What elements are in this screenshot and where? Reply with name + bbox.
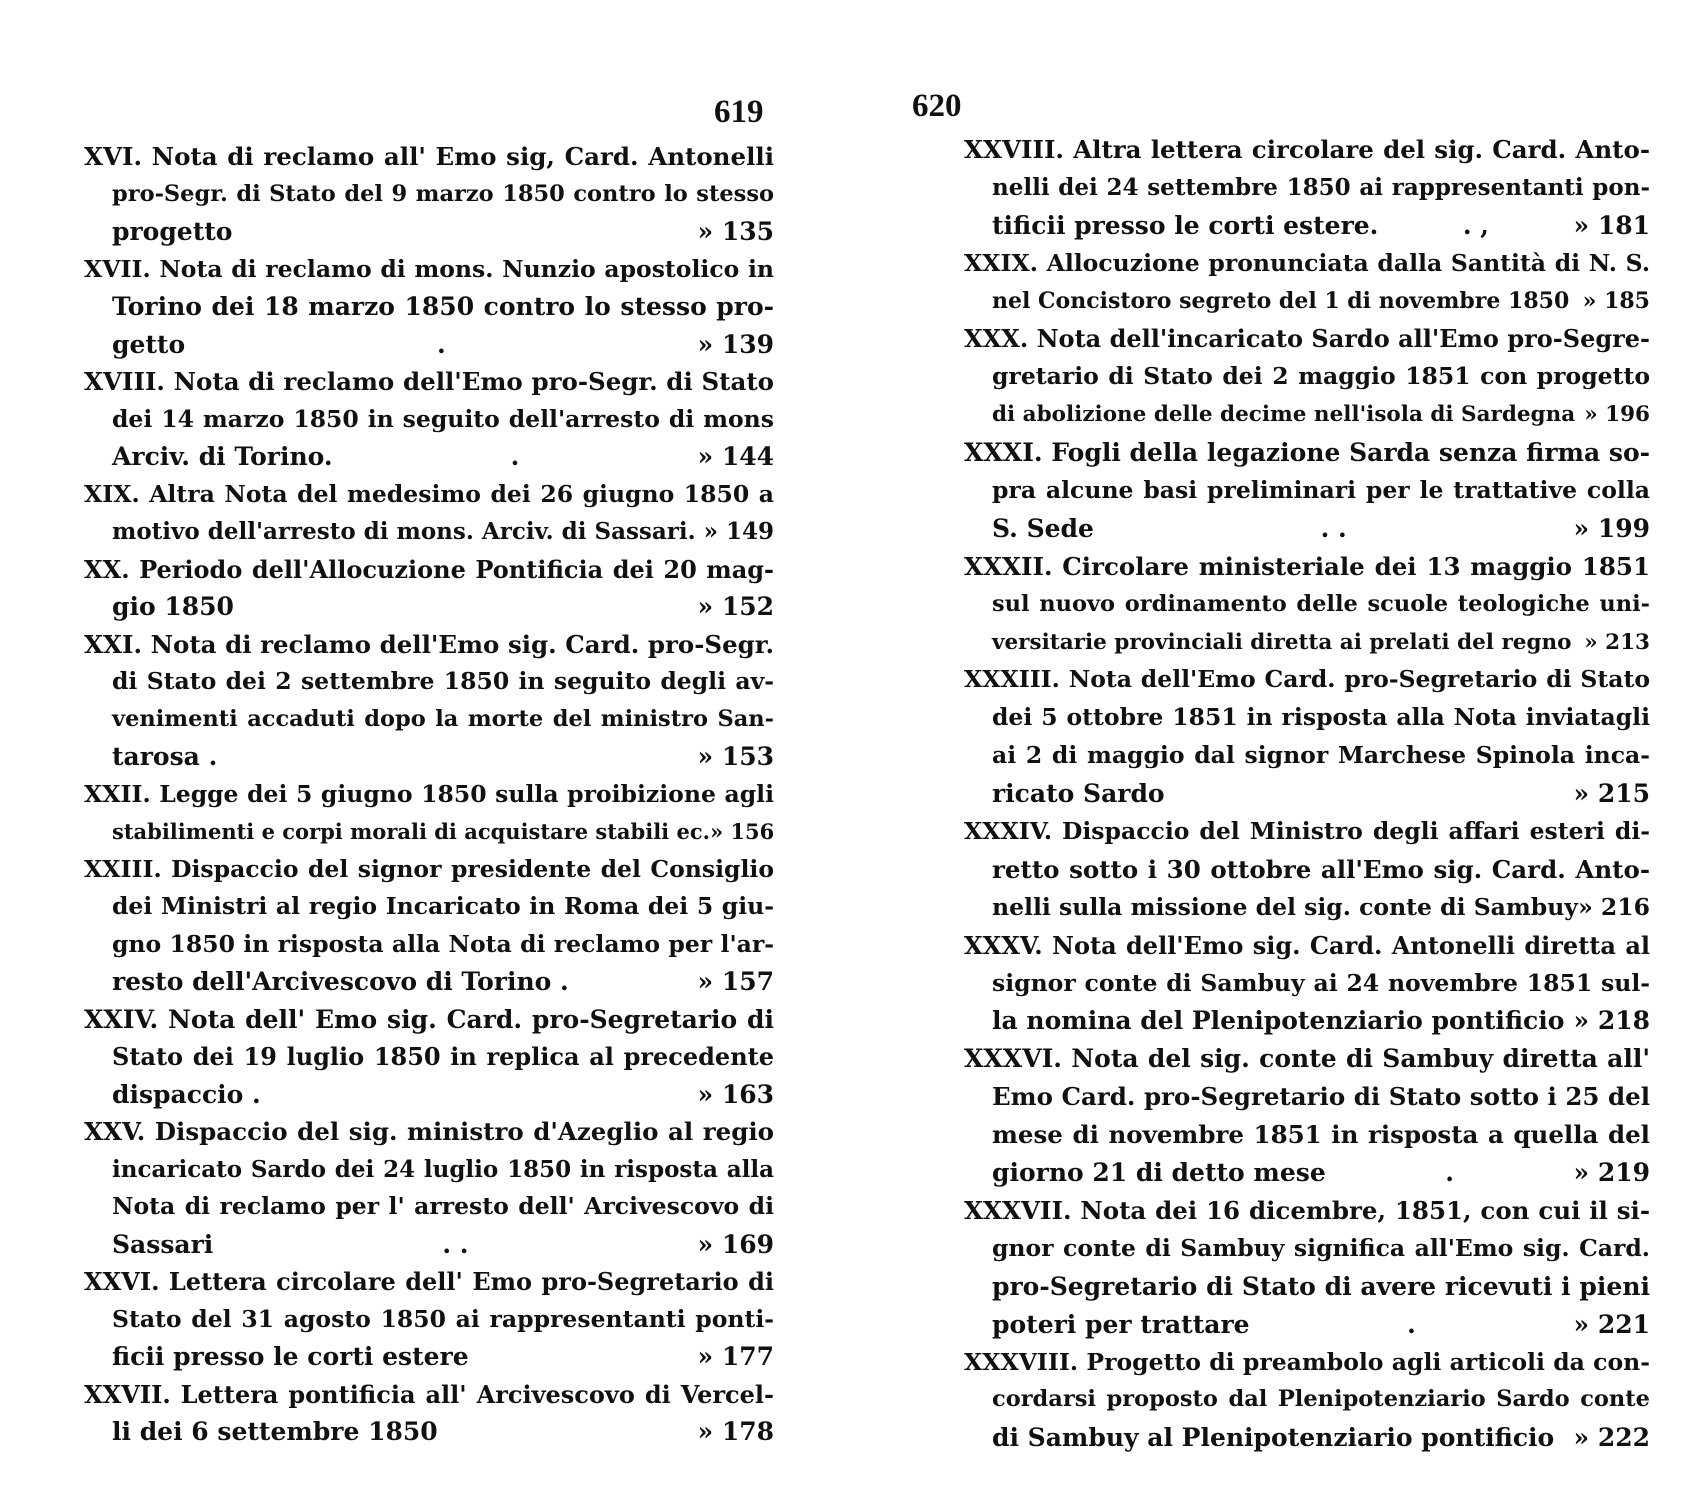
index-entry xyxy=(84,476,774,551)
entry-heading-line: XXXII. Circolare ministeriale dei 13 maggio 1851 xyxy=(964,551,1650,581)
entry-last-line xyxy=(964,624,1650,662)
entry-text-line: gnor conte di Sambuy significa all'Emo sig. Card. xyxy=(992,1233,1650,1262)
entry-page-ref: » 163 xyxy=(697,1079,774,1109)
entry-heading-line: XXXVI. Nota del sig. conte di Sambuy diretta all' xyxy=(964,1044,1650,1074)
entry-text-line: giorno 21 di detto mese xyxy=(992,1158,1326,1188)
entry-text-line: dei Ministri al regio Incaricato in Roma dei 5 giu- xyxy=(112,892,774,920)
entry-page-ref: » 178 xyxy=(697,1417,774,1446)
entry-page-ref: » 181 xyxy=(1573,210,1650,240)
entry-page-ref: » 157 xyxy=(697,967,774,996)
entry-page-ref: » 213 xyxy=(1584,629,1650,655)
entry-page-ref: » 216 xyxy=(1578,892,1650,921)
entry-last-line xyxy=(84,438,774,476)
entry-page-ref: » 219 xyxy=(1573,1158,1650,1188)
entry-text-line: dei 14 marzo 1850 in seguito dell'arresto di mons xyxy=(112,404,774,433)
entry-heading-line: XVII. Nota di reclamo di mons. Nunzio apostolico in xyxy=(84,254,774,283)
entry-page-ref: » 144 xyxy=(697,442,774,471)
index-entry xyxy=(964,813,1650,927)
entry-text-line: motivo dell'arresto di mons. Arciv. di Sassari. xyxy=(112,518,696,545)
index-entry xyxy=(84,1113,774,1263)
entry-text-line: versitarie provinciali diretta ai prelati del regno xyxy=(992,629,1572,655)
entry-heading-line: XXXVII. Nota dei 16 dicembre, 1851, con cui il si- xyxy=(964,1195,1650,1225)
index-entry xyxy=(964,245,1650,321)
entry-text-line: nelli sulla missione del sig. conte di Sambuy xyxy=(992,892,1578,921)
entry-text-line: pro-Segr. di Stato del 9 marzo 1850 contro lo stesso xyxy=(112,180,774,207)
entry-page-ref: » 169 xyxy=(697,1229,774,1259)
entry-last-line xyxy=(964,1419,1650,1457)
entry-last-line xyxy=(84,513,774,551)
entry-text-line: resto dell'Arcivescovo di Torino . xyxy=(112,967,569,996)
entry-text-line: di Sambuy al Plenipotenziario pontificio xyxy=(992,1423,1555,1453)
entry-heading-line: XXII. Legge dei 5 giugno 1850 sulla proibizione agli xyxy=(84,779,774,808)
entry-page-ref: » 215 xyxy=(1573,779,1650,809)
entry-last-line xyxy=(84,326,774,364)
entry-text-line: la nomina del Plenipotenziario pontificio xyxy=(992,1006,1565,1036)
entry-text-line: stabilimenti e corpi morali di acquistare stabili ec. xyxy=(112,819,710,844)
page-number-left: 619 xyxy=(714,94,764,130)
entry-text-line: pro-Segretario di Stato di avere ricevuti i pieni xyxy=(992,1271,1650,1301)
entry-text-line: nelli dei 24 settembre 1850 ai rappresentanti pon- xyxy=(992,173,1650,201)
entry-last-line xyxy=(84,963,774,1001)
entry-text-line: incaricato Sardo dei 24 luglio 1850 in risposta alla xyxy=(112,1155,774,1183)
entry-page-ref: » 152 xyxy=(697,592,774,621)
index-entry xyxy=(84,1263,774,1376)
entry-text-line: sul nuovo ordinamento delle scuole teologiche uni- xyxy=(992,590,1650,617)
entry-text-line: dispaccio . xyxy=(112,1079,261,1109)
entry-text-line: retto sotto i 30 ottobre all'Emo sig. Card. Anto- xyxy=(992,854,1650,884)
entry-text-line: gio 1850 xyxy=(112,592,234,621)
entry-text-line: tificii presso le corti estere. xyxy=(992,210,1379,240)
entry-text-line: Arciv. di Torino. xyxy=(112,442,333,471)
index-entry xyxy=(964,131,1650,245)
entry-page-ref: » 153 xyxy=(697,742,774,771)
entry-page-ref: » 218 xyxy=(1573,1006,1650,1036)
index-entry xyxy=(964,661,1650,813)
index-entry xyxy=(84,551,774,626)
entry-heading-line: XXIX. Allocuzione pronunciata dalla Santità di N. S. xyxy=(964,248,1650,277)
leader-dots: . , xyxy=(1462,210,1489,240)
entry-heading-line: XXVI. Lettera circolare dell' Emo pro-Segretario di xyxy=(84,1267,774,1296)
entry-last-line xyxy=(84,1413,774,1451)
index-entry xyxy=(964,320,1650,434)
entry-heading-line: XXXIII. Nota dell'Emo Card. pro-Segretario di Stato xyxy=(964,665,1650,694)
entry-last-line xyxy=(964,207,1650,245)
entry-last-line xyxy=(84,738,774,776)
entry-page-ref: » 156 xyxy=(709,819,775,844)
entry-last-line xyxy=(84,1338,774,1376)
index-entry xyxy=(964,548,1650,662)
index-entry xyxy=(84,1001,774,1114)
leader-dots: . xyxy=(1407,1309,1416,1339)
entry-last-line xyxy=(84,213,774,251)
entry-heading-line: XXVIII. Altra lettera circolare del sig. Card. Anto- xyxy=(964,135,1650,164)
leader-dots: . . xyxy=(1320,513,1347,543)
entry-heading-line: XXI. Nota di reclamo dell'Emo sig. Card. pro-Segr. xyxy=(84,629,774,659)
leader-dots: . . xyxy=(442,1229,469,1259)
entry-heading-line: XXIII. Dispaccio del signor presidente del Consiglio xyxy=(84,854,774,883)
entry-text-line: ficii presso le corti estere xyxy=(112,1342,469,1371)
entry-last-line xyxy=(84,1076,774,1114)
entry-text-line: venimenti accaduti dopo la morte del ministro San- xyxy=(112,705,774,732)
entry-heading-line: XXIV. Nota dell' Emo sig. Card. pro-Segretario di xyxy=(84,1004,774,1034)
entry-heading-line: XXXV. Nota dell'Emo sig. Card. Antonelli diretta al xyxy=(964,930,1650,960)
entry-text-line: dei 5 ottobre 1851 in risposta alla Nota inviatagli xyxy=(992,703,1650,732)
entry-last-line xyxy=(964,1154,1650,1192)
entry-text-line: di abolizione delle decime nell'isola di Sardegna xyxy=(992,402,1576,428)
index-column-left xyxy=(84,138,774,1451)
entry-text-line: signor conte di Sambuy ai 24 novembre 1851 sul- xyxy=(992,968,1650,997)
entry-page-ref: » 135 xyxy=(697,217,774,246)
entry-last-line xyxy=(84,813,774,851)
entry-last-line xyxy=(964,1306,1650,1344)
index-entry xyxy=(84,626,774,776)
entry-text-line: poteri per trattare xyxy=(992,1309,1250,1339)
entry-text-line: getto xyxy=(112,329,186,359)
entry-page-ref: » 196 xyxy=(1584,402,1650,428)
entry-last-line xyxy=(964,396,1650,434)
entry-heading-line: XIX. Altra Nota del medesimo dei 26 giugno 1850 a xyxy=(84,479,774,508)
index-entry xyxy=(84,776,774,851)
entry-text-line: mese di novembre 1851 in risposta a quella del xyxy=(992,1120,1650,1150)
entry-page-ref: » 149 xyxy=(703,518,774,545)
entry-text-line: Nota di reclamo per l' arresto dell' Arcivescovo di xyxy=(112,1192,774,1220)
entry-heading-line: XXXIV. Dispaccio del Ministro degli affari esteri di- xyxy=(964,817,1650,846)
entry-text-line: ai 2 di maggio dal signor Marchese Spinola inca- xyxy=(992,741,1650,770)
entry-last-line xyxy=(84,1226,774,1264)
entry-page-ref: » 139 xyxy=(697,329,774,359)
index-entry xyxy=(84,251,774,364)
index-entry xyxy=(84,138,774,251)
index-entry xyxy=(964,434,1650,548)
entry-last-line xyxy=(964,775,1650,813)
entry-text-line: S. Sede xyxy=(992,513,1094,543)
index-entry xyxy=(964,1344,1650,1458)
entry-last-line xyxy=(964,283,1650,321)
entry-text-line: progetto xyxy=(112,217,233,246)
entry-text-line: nel Concistoro segreto del 1 di novembre 1850 xyxy=(992,287,1570,314)
index-column-right xyxy=(964,131,1650,1457)
entry-text-line: pra alcune basi preliminari per le trattative colla xyxy=(992,476,1650,505)
index-entry xyxy=(84,1376,774,1451)
entry-page-ref: » 177 xyxy=(697,1342,774,1371)
index-entry xyxy=(964,1040,1650,1192)
entry-text-line: li dei 6 settembre 1850 xyxy=(112,1417,438,1446)
entry-text-line: gno 1850 in risposta alla Nota di reclamo per l'ar- xyxy=(112,929,774,958)
entry-text-line: Stato del 31 agosto 1850 ai rappresentanti ponti- xyxy=(112,1304,774,1333)
entry-heading-line: XVIII. Nota di reclamo dell'Emo pro-Segr. di Stato xyxy=(84,367,774,396)
leader-dots: . xyxy=(510,442,520,471)
entry-text-line: gretario di Stato dei 2 maggio 1851 con progetto xyxy=(992,362,1650,391)
entry-heading-line: XVI. Nota di reclamo all' Emo sig, Card. Antonelli xyxy=(84,142,774,171)
entry-heading-line: XXXI. Fogli della legazione Sarda senza firma so- xyxy=(964,438,1650,468)
entry-page-ref: » 185 xyxy=(1582,287,1650,314)
page-number-right: 620 xyxy=(912,88,962,124)
entry-heading-line: XXXVIII. Progetto di preambolo agli articoli da con- xyxy=(964,1347,1650,1376)
entry-last-line xyxy=(964,1002,1650,1040)
entry-text-line: tarosa . xyxy=(112,742,218,771)
entry-heading-line: XXVII. Lettera pontificia all' Arcivescovo di Vercel- xyxy=(84,1379,774,1409)
entry-page-ref: » 221 xyxy=(1573,1309,1650,1339)
entry-text-line: Torino dei 18 marzo 1850 contro lo stesso pro- xyxy=(112,292,774,321)
entry-last-line xyxy=(84,588,774,626)
index-entry xyxy=(84,363,774,476)
entry-heading-line: XX. Periodo dell'Allocuzione Pontificia dei 20 mag- xyxy=(84,554,774,584)
entry-text-line: Emo Card. pro-Segretario di Stato sotto i 25 del xyxy=(992,1082,1650,1112)
entry-text-line: Sassari xyxy=(112,1229,214,1259)
index-entry xyxy=(84,851,774,1001)
entry-heading-line: XXX. Nota dell'incaricato Sardo all'Emo pro-Segre- xyxy=(964,324,1650,354)
entry-text-line: Stato dei 19 luglio 1850 in replica al precedente xyxy=(112,1042,774,1071)
entry-heading-line: XXV. Dispaccio del sig. ministro d'Azeglio al regio xyxy=(84,1117,774,1146)
entry-text-line: cordarsi proposto dal Plenipotenziario Sardo conte xyxy=(992,1386,1650,1413)
index-entry xyxy=(964,927,1650,1041)
leader-dots: . xyxy=(1445,1158,1454,1188)
entry-page-ref: » 199 xyxy=(1573,513,1650,543)
leader-dots: . xyxy=(436,329,446,359)
entry-page-ref: » 222 xyxy=(1573,1423,1650,1453)
entry-text-line: ricato Sardo xyxy=(992,779,1165,809)
entry-last-line xyxy=(964,889,1650,927)
entry-text-line: di Stato dei 2 settembre 1850 in seguito degli av- xyxy=(112,667,774,695)
index-entry xyxy=(964,1192,1650,1344)
entry-last-line xyxy=(964,510,1650,548)
